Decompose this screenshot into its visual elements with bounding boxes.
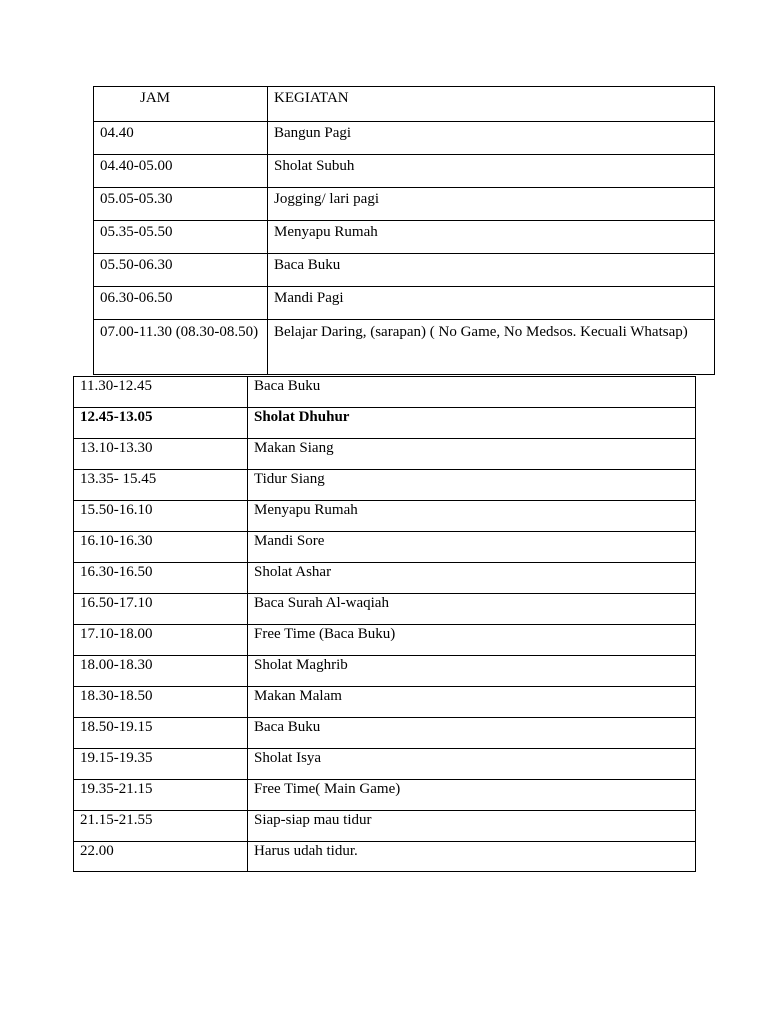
time-cell: 05.05-05.30: [94, 188, 268, 221]
activity-cell: Free Time( Main Game): [248, 780, 696, 811]
table-row: [74, 718, 696, 749]
header-time: JAM: [94, 87, 268, 122]
table-row: [74, 377, 696, 408]
table-row: [74, 501, 696, 532]
time-cell: 07.00-11.30 (08.30-08.50): [94, 320, 268, 375]
time-cell: 12.45-13.05: [74, 408, 248, 439]
header-activity: KEGIATAN: [268, 87, 715, 122]
table-row: [74, 594, 696, 625]
time-cell: 17.10-18.00: [74, 625, 248, 656]
time-cell: 19.15-19.35: [74, 749, 248, 780]
time-cell: 18.00-18.30: [74, 656, 248, 687]
time-cell: 16.10-16.30: [74, 532, 248, 563]
time-cell: 22.00: [74, 842, 248, 872]
activity-cell: Menyapu Rumah: [248, 501, 696, 532]
activity-cell: Mandi Pagi: [268, 287, 715, 320]
table-row: [94, 188, 715, 221]
activity-cell: Sholat Ashar: [248, 563, 696, 594]
activity-cell: Bangun Pagi: [268, 122, 715, 155]
activity-cell: Baca Buku: [268, 254, 715, 287]
time-cell: 06.30-06.50: [94, 287, 268, 320]
table-row: [74, 687, 696, 718]
activity-cell: Siap-siap mau tidur: [248, 811, 696, 842]
table-row: [74, 625, 696, 656]
table-row: [74, 408, 696, 439]
schedule-table-morning: [93, 86, 715, 375]
table-row: [74, 811, 696, 842]
activity-cell: Makan Siang: [248, 439, 696, 470]
time-cell: 21.15-21.55: [74, 811, 248, 842]
activity-cell: Menyapu Rumah: [268, 221, 715, 254]
activity-cell: Sholat Isya: [248, 749, 696, 780]
schedule-table-afternoon: [73, 376, 696, 872]
table-row: [94, 254, 715, 287]
time-cell: 04.40-05.00: [94, 155, 268, 188]
activity-cell: Sholat Maghrib: [248, 656, 696, 687]
time-cell: 11.30-12.45: [74, 377, 248, 408]
table-row: [94, 287, 715, 320]
table-row: [94, 155, 715, 188]
activity-cell: Belajar Daring, (sarapan) ( No Game, No Medsos. Kecuali Whatsap): [268, 320, 715, 375]
time-cell: 18.50-19.15: [74, 718, 248, 749]
time-cell: 05.50-06.30: [94, 254, 268, 287]
activity-cell: Mandi Sore: [248, 532, 696, 563]
time-cell: 05.35-05.50: [94, 221, 268, 254]
activity-cell: Tidur Siang: [248, 470, 696, 501]
table-row: [94, 122, 715, 155]
activity-cell: Baca Buku: [248, 718, 696, 749]
time-cell: 18.30-18.50: [74, 687, 248, 718]
time-cell: 15.50-16.10: [74, 501, 248, 532]
time-cell: 19.35-21.15: [74, 780, 248, 811]
table-row: [74, 842, 696, 872]
activity-cell: Baca Buku: [248, 377, 696, 408]
table-row: [74, 656, 696, 687]
activity-cell: Jogging/ lari pagi: [268, 188, 715, 221]
activity-cell: Sholat Subuh: [268, 155, 715, 188]
table-header-row: [94, 87, 715, 122]
activity-cell: Makan Malam: [248, 687, 696, 718]
table-row: [74, 470, 696, 501]
table-row: [74, 439, 696, 470]
activity-cell: Sholat Dhuhur: [248, 408, 696, 439]
activity-cell: Free Time (Baca Buku): [248, 625, 696, 656]
time-cell: 04.40: [94, 122, 268, 155]
time-cell: 16.30-16.50: [74, 563, 248, 594]
table-row: [94, 320, 715, 375]
table-row: [74, 780, 696, 811]
time-cell: 13.10-13.30: [74, 439, 248, 470]
table-row: [74, 749, 696, 780]
table-row: [74, 563, 696, 594]
time-cell: 16.50-17.10: [74, 594, 248, 625]
activity-cell: Baca Surah Al-waqiah: [248, 594, 696, 625]
time-cell: 13.35- 15.45: [74, 470, 248, 501]
table-row: [94, 221, 715, 254]
activity-cell: Harus udah tidur.: [248, 842, 696, 872]
table-row: [74, 532, 696, 563]
